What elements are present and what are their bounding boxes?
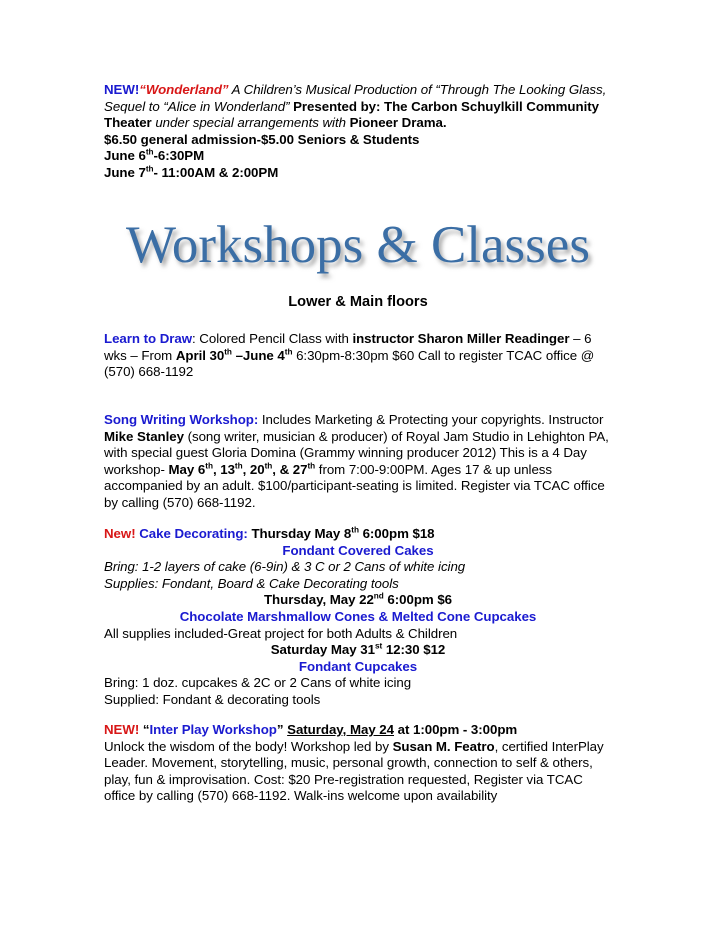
learn-to-draw-date-start: April 30 <box>175 347 225 363</box>
show-date-1-prefix: June 6 <box>104 148 146 164</box>
show-presented-by: Presented by: The Carbon Schuylkill Community Theater <box>104 98 599 131</box>
interplay-workshop-name: Inter Play Workshop <box>149 722 277 737</box>
show-pricing: $6.50 general admission-$5.00 Seniors & Students <box>104 131 420 147</box>
learn-to-draw-heading-suffix: : Colored Pencil Class with <box>192 331 353 346</box>
learn-to-draw-heading: Learn to Draw <box>104 331 193 346</box>
cake-session-3-date-prefix: Saturday May 31 <box>270 642 375 658</box>
interplay-time: at 1:00pm - 3:00pm <box>394 722 518 737</box>
interplay-body-1: Unlock the wisdom of the body! Workshop led by <box>104 738 393 754</box>
cake-session-2-note: All supplies included-Great project for both Adults & Children <box>104 625 458 641</box>
cake-session-1-topic: Fondant Covered Cakes <box>282 542 434 558</box>
show-date-line-2 <box>104 165 612 182</box>
song-writing-date-4-ordinal: th <box>307 461 316 471</box>
song-writing-date-2: , 13 <box>212 461 235 477</box>
learn-to-draw-duration: – 6 wks – From <box>104 331 592 363</box>
song-writing-paragraph <box>104 412 612 512</box>
cake-session-2-date-suffix: 6:00pm $6 <box>383 592 453 608</box>
song-writing-date-4: , & 27 <box>272 461 308 477</box>
learn-to-draw-paragraph <box>104 331 612 381</box>
show-date-2-prefix: June 7 <box>104 164 146 180</box>
cake-session-2-date <box>104 592 612 609</box>
song-writing-instructor: Mike Stanley <box>104 428 184 444</box>
song-writing-body-2: from 7:00-9:00PM. Ages 17 & up unless accompanied by an adult. $100/participant-seating is limited. Register via TCAC office by calling (570) 668-1192. <box>104 461 605 510</box>
show-date-1-suffix: -6:30PM <box>153 148 205 164</box>
show-date-2-ordinal: th <box>145 164 154 174</box>
cake-session-2-date-ordinal: nd <box>373 591 384 601</box>
cake-session-1-heading <box>104 526 612 543</box>
song-writing-date-3: , 20 <box>242 461 265 477</box>
cake-heading: Cake Decorating: <box>135 526 248 541</box>
cake-session-1-date: Thursday May 8 <box>247 526 352 541</box>
cake-session-1-date-ordinal: th <box>351 525 359 535</box>
cake-session-3-date <box>104 642 612 659</box>
cake-session-3-topic: Fondant Cupcakes <box>298 658 418 674</box>
interplay-date: Saturday, May 24 <box>287 722 394 737</box>
cake-session-3-bring: Bring: 1 doz. cupcakes & 2C or 2 Cans of white icing <box>104 675 412 691</box>
show-date-1-ordinal: th <box>145 147 154 157</box>
show-announcement-paragraph <box>104 82 612 132</box>
cake-session-2-date-prefix: Thursday, May 22 <box>263 592 374 608</box>
song-writing-body-1: (song writer, musician & producer) of Royal Jam Studio in Lehighton PA, with special guest Gloria Domina (Grammy winning producer 2012) This is a 4 Day workshop- <box>104 428 609 477</box>
cake-session-2-topic: Chocolate Marshmallow Cones & Melted Cone Cupcakes <box>179 608 537 624</box>
learn-to-draw-instructor: instructor Sharon Miller Readinger <box>352 331 570 346</box>
cake-new-label: New! <box>104 526 136 541</box>
interplay-body-2: , certified InterPlay Leader. Movement, storytelling, music, personal growth, connection to self & others, play, fun & improvisation. Cost: $20 Pre-registration requested, Register via TCAC office by calling (570) 668-1192. Walk-ins welcome upon availability <box>104 738 604 804</box>
learn-to-draw-details: 6:30pm-8:30pm $60 Call to register TCAC office @ (570) 668-1192 <box>104 347 595 380</box>
interplay-new-label: NEW! <box>104 722 140 737</box>
show-title: “Wonderland” <box>139 82 229 97</box>
learn-to-draw-date-sep: –June 4 <box>231 347 285 363</box>
cake-decorating-section <box>104 526 612 709</box>
song-writing-date-1-ordinal: th <box>205 461 213 471</box>
show-date-line-1 <box>104 148 612 165</box>
show-date-2-suffix: - 11:00AM & 2:00PM <box>153 164 279 180</box>
interplay-open-quote: “ <box>139 722 150 737</box>
interplay-section <box>104 722 612 805</box>
show-arrangements: under special arrangements with <box>151 115 350 131</box>
song-writing-date-2-ordinal: th <box>234 461 243 471</box>
cake-session-3-date-suffix: 12:30 $12 <box>382 642 446 658</box>
interplay-paragraph <box>104 739 612 805</box>
learn-to-draw-date-end-ordinal: th <box>284 347 293 357</box>
song-writing-section <box>104 412 612 512</box>
show-partner: Pioneer Drama. <box>349 115 447 131</box>
interplay-heading <box>104 722 612 739</box>
interplay-close-quote: ” <box>276 722 284 737</box>
interplay-leader: Susan M. Featro <box>392 738 495 754</box>
learn-to-draw-date-start-ordinal: th <box>224 347 232 357</box>
show-announcement-block <box>104 82 612 182</box>
cake-session-3-date-ordinal: st <box>374 641 383 651</box>
show-description: A Children’s Musical Production of “Through The Looking Glass, Sequel to “Alice in Wonderland” <box>104 82 607 114</box>
page-subtitle: Lower & Main floors <box>288 294 428 310</box>
song-writing-intro: Includes Marketing & Protecting your copyrights. Instructor <box>258 412 604 427</box>
song-writing-heading: Song Writing Workshop: <box>104 412 259 427</box>
cake-session-1-supplies: Supplies: Fondant, Board & Cake Decorating tools <box>104 575 399 591</box>
song-writing-date-1: May 6 <box>168 461 206 477</box>
page-title-wordart: Workshops & Classes <box>126 216 590 274</box>
show-new-label: NEW! <box>104 82 140 97</box>
cake-session-1-bring: Bring: 1-2 layers of cake (6-9in) & 3 C or 2 Cans of white icing <box>104 559 466 575</box>
cake-session-3-supplied: Supplied: Fondant & decorating tools <box>104 691 321 707</box>
song-writing-date-3-ordinal: th <box>264 461 273 471</box>
cake-session-1-date-suffix: 6:00pm $18 <box>358 526 435 541</box>
learn-to-draw-section <box>104 331 612 381</box>
